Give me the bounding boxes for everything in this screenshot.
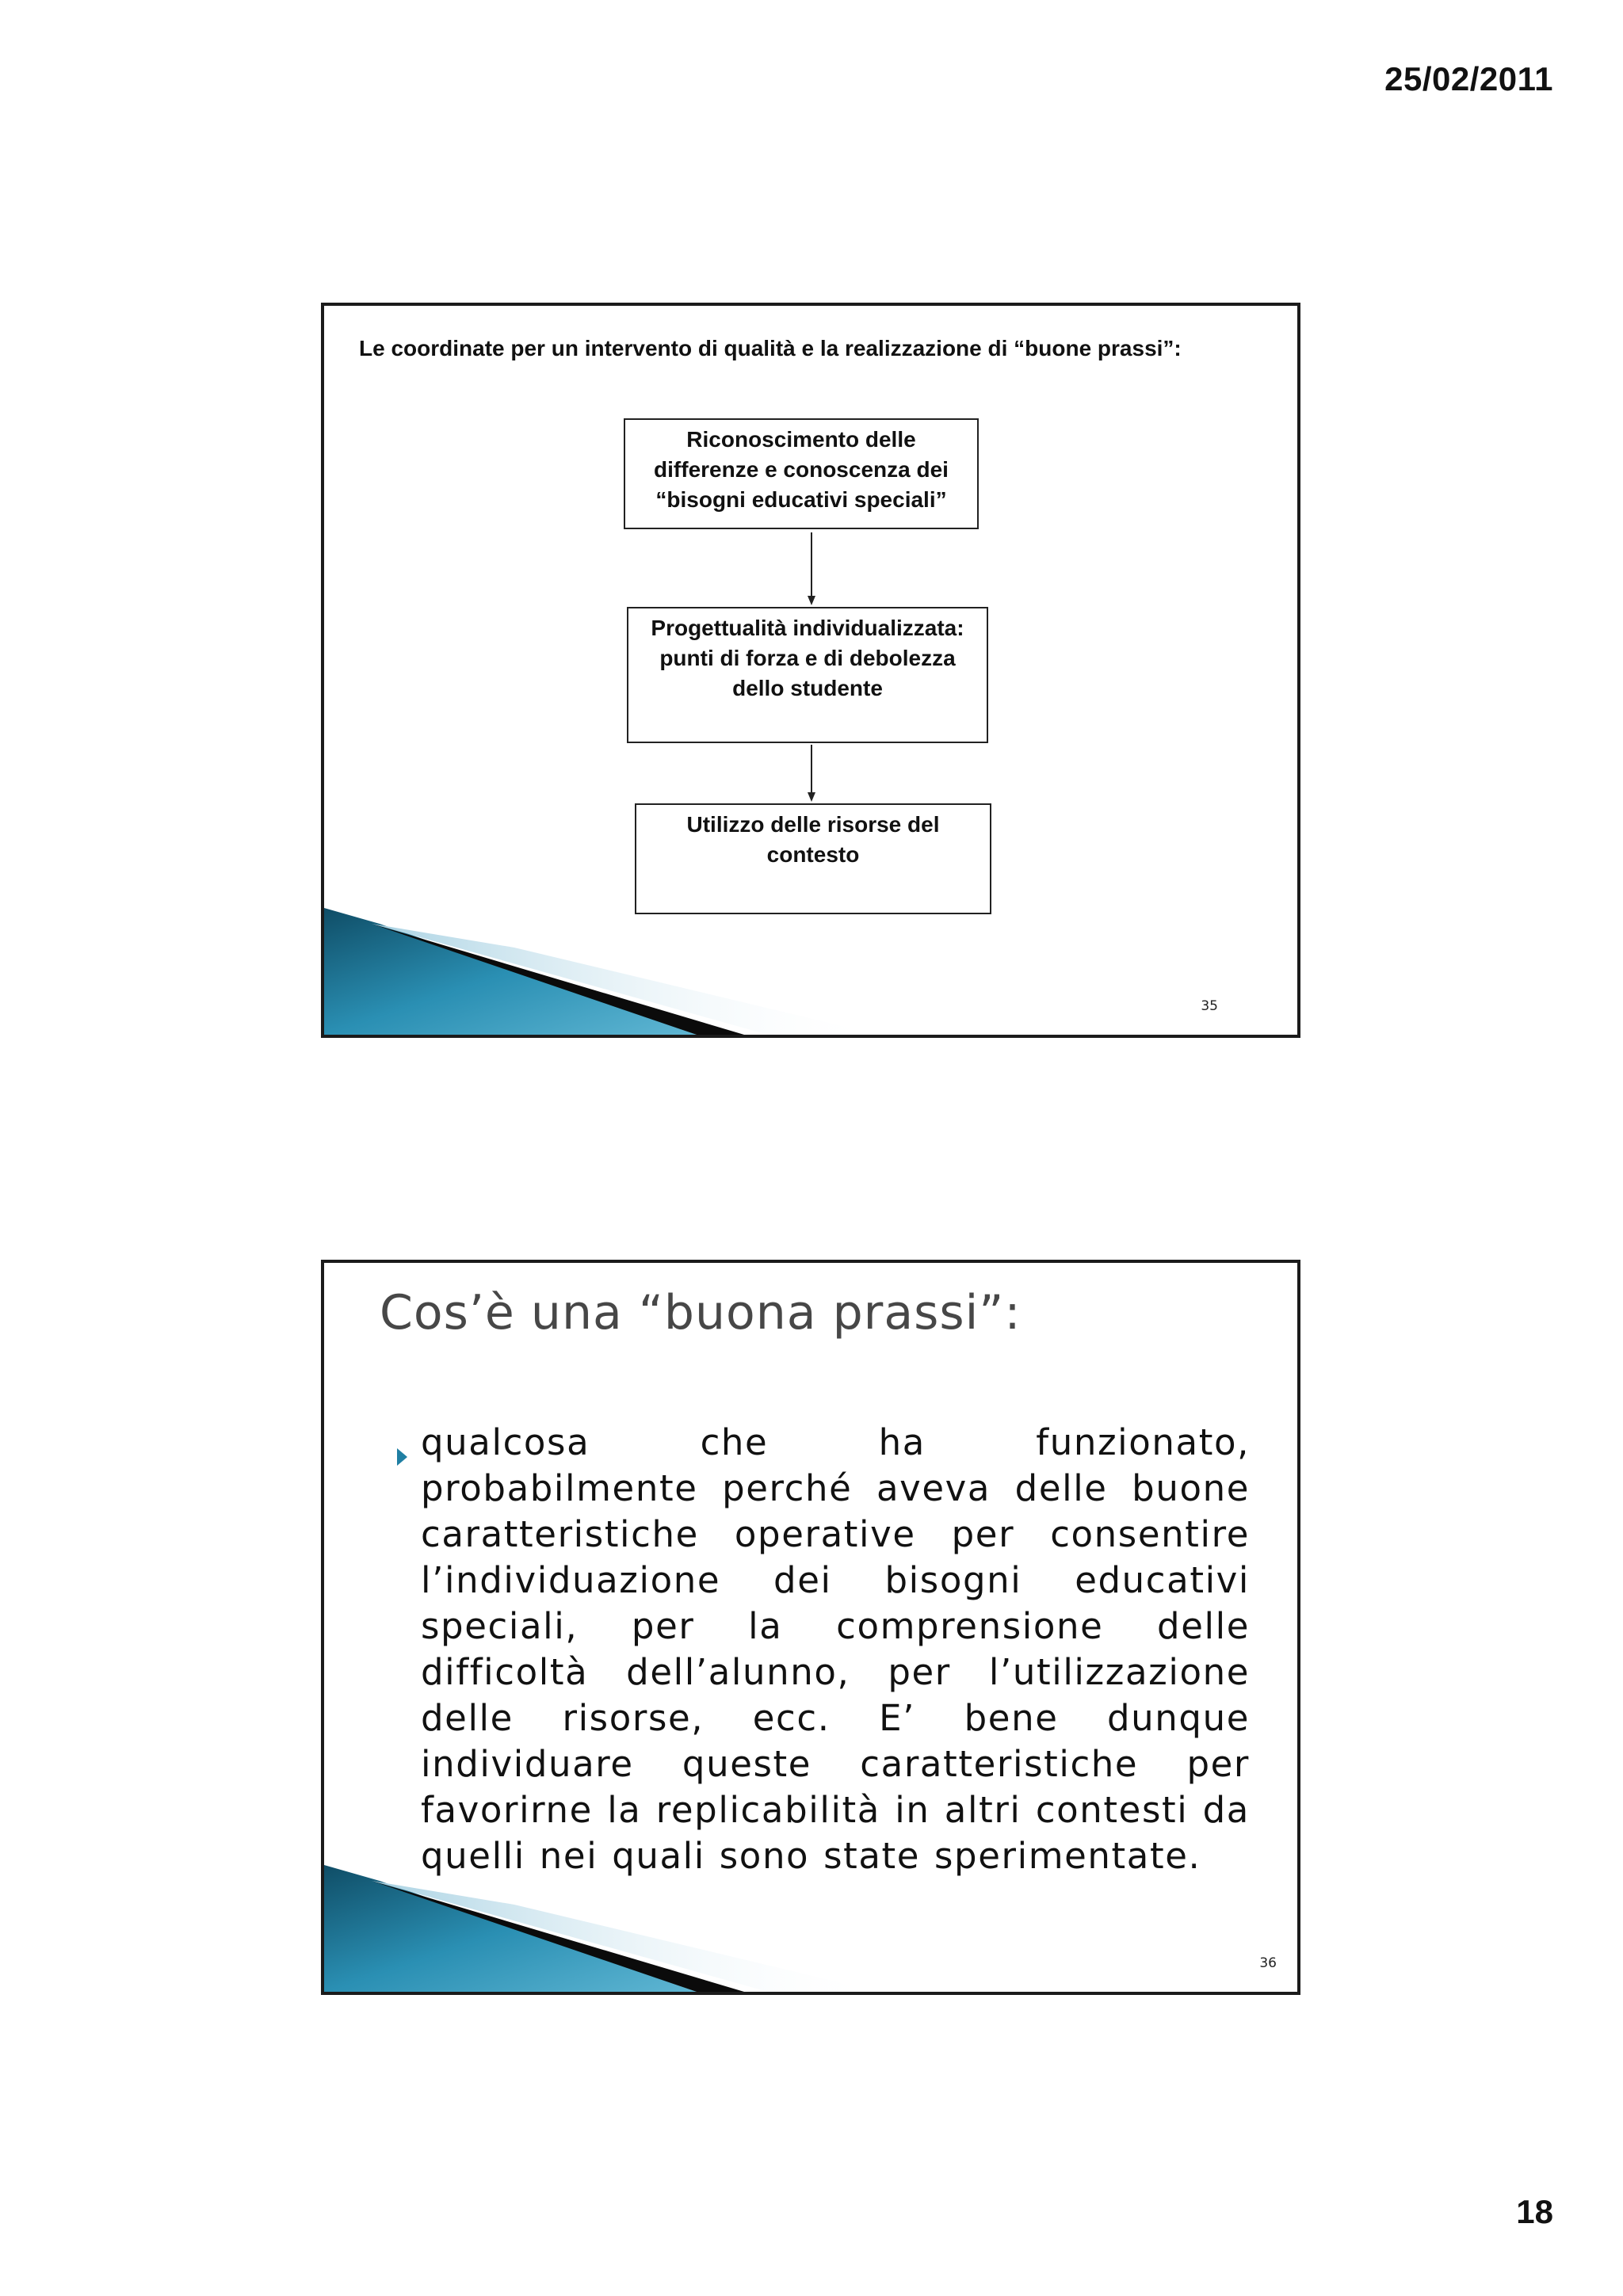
bullet-text: qualcosa che ha funzionato, probabilmente perché aveva delle buone caratteristiche operative per consentire l’individuazione dei bisogni educativi speciali, per la comprensione delle difficoltà dell’alunno, per l’utilizzazione delle risorse, ecc. E’ bene dunque individuare queste caratteristiche per favorirne la replicabilità in altri contesti da quelli nei quali sono state sperimentate. (421, 1421, 1250, 1877)
page-number: 18 (1516, 2193, 1553, 2230)
slide-decoration (324, 908, 1300, 1035)
flow-box-riconoscimento: Riconoscimento delle differenze e conoscenza dei “bisogni educativi speciali” (624, 418, 979, 529)
flow-arrow-2 (805, 745, 818, 802)
slide-heading: Le coordinate per un intervento di qualità e la realizzazione di “buone prassi”: (359, 336, 1182, 360)
flow-box-progettualita: Progettualità individualizzata: punti di forza e di debolezza dello studente (627, 607, 988, 743)
slide-title: Cos’è una “buona prassi”: (380, 1285, 1022, 1341)
slide-36 (321, 1260, 1300, 1995)
slide-35 (321, 303, 1300, 1038)
slide-number: 36 (1259, 1955, 1277, 1971)
header-date: 25/02/2011 (1384, 60, 1553, 97)
slide-number: 35 (1201, 998, 1218, 1014)
slide-decoration (324, 1865, 1300, 1992)
flow-box-risorse: Utilizzo delle risorse del contesto (635, 803, 991, 914)
flow-arrow-1 (805, 532, 818, 605)
bullet-arrow-icon (397, 1448, 407, 1466)
